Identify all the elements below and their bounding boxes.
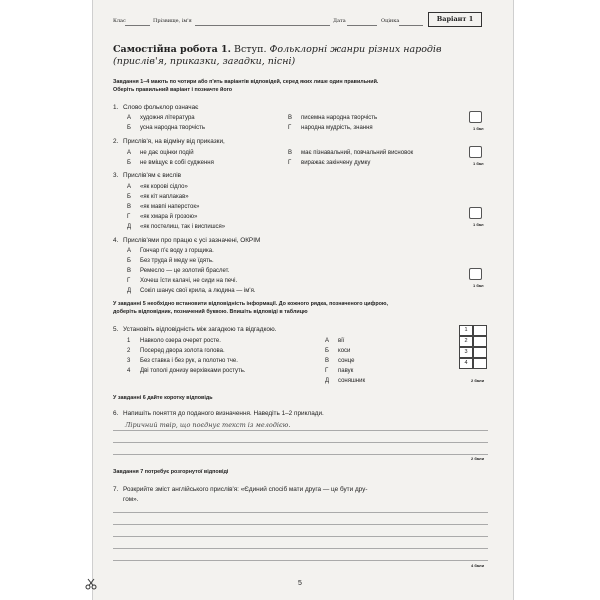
question-text: Прислів'я, на відміну від приказки, [123, 138, 225, 145]
option-text: Сокіл шанує свої крила, а людина — ім'я. [140, 288, 256, 294]
riddle-text: Дві тополі донизу верхівками ростуть. [140, 368, 246, 374]
option-letter: Б [127, 258, 131, 264]
q7-points: 4 бали [471, 563, 485, 568]
instruction-task-6: У завданні 6 дайте коротку відповідь [113, 395, 213, 401]
answer-line[interactable] [113, 548, 488, 549]
option-text: писемна народна творчість [301, 115, 378, 121]
option-text: Хочеш їсти калачі, не сиди на печі. [140, 278, 238, 284]
option-text: не вміщує в собі судження [140, 160, 214, 166]
option-letter: Д [127, 224, 132, 230]
match-box-3-number: 3 [459, 347, 473, 358]
question-number: 6. [113, 410, 119, 417]
option-text: Без труда й меду не їдять. [140, 258, 214, 264]
answer-a [325, 338, 344, 344]
answer-d [325, 368, 353, 374]
riddle-text: Посеред двора золота голова. [140, 348, 225, 354]
instruction-line: Оберіть правильний варіант і позначте його [113, 87, 233, 93]
match-box-1-answer[interactable] [473, 325, 487, 336]
answer-line[interactable] [113, 560, 488, 561]
scissors-icon [85, 578, 97, 590]
q1-points: 1 бал [473, 126, 484, 131]
grade-field[interactable] [399, 18, 423, 26]
q4-option-a[interactable] [127, 248, 214, 254]
q3-option-d[interactable] [127, 214, 197, 220]
instruction-line: Завдання 1–4 мають по чотири або п'ять варіантів відповідей, серед яких лише один правильний. [113, 79, 379, 85]
answer-c [325, 358, 354, 364]
option-text: «як корові сідло» [140, 184, 188, 190]
question-text: Слово фольклор означає [123, 104, 199, 111]
variant-badge: Варіант 1 [428, 12, 482, 27]
match-box-1-number: 1 [459, 325, 473, 336]
option-letter: Б [127, 194, 131, 200]
answer-e [325, 378, 365, 384]
match-box-2-number: 2 [459, 336, 473, 347]
question-number: 5. [113, 326, 119, 333]
riddle-text: Без ставка і без рук, а полотно тче. [140, 358, 238, 364]
option-letter: Г [127, 278, 131, 284]
answer-line[interactable] [113, 454, 488, 455]
question-4 [113, 237, 260, 244]
option-letter: Г [288, 125, 292, 131]
riddle-number: 2 [127, 348, 131, 354]
q2-option-a[interactable] [127, 150, 194, 156]
option-text: народна мудрість, знання [301, 125, 373, 131]
option-text: «як кіт наплакав» [140, 194, 189, 200]
match-box-4-number: 4 [459, 358, 473, 369]
q1-option-a[interactable] [127, 115, 195, 121]
q4-option-d[interactable] [127, 278, 237, 284]
topic-label: Вступ. [234, 44, 267, 55]
option-text: художня література [140, 115, 195, 121]
q3-option-a[interactable] [127, 184, 188, 190]
page-number: 5 [298, 580, 302, 587]
question-6 [113, 410, 324, 417]
option-text: виражає закінчену думку [301, 160, 371, 166]
question-number: 3. [113, 172, 119, 179]
instruction-line: У завданні 5 необхідно встановити відповідність інформації. До кожного рядка, позначеного цифрою, [113, 301, 389, 307]
answer-b [325, 348, 350, 354]
option-text: усна народна творчість [140, 125, 206, 131]
question-text: Прислів'ями про працю є усі зазначені, ОКРІМ [123, 237, 261, 244]
question-text: Напишіть поняття до поданого визначення. Наведіть 1–2 приклади. [123, 410, 324, 417]
option-text: Ремесло — це золотий браслет. [140, 268, 230, 274]
question-3 [113, 172, 181, 179]
work-title: Самостійна робота 1. [113, 44, 231, 55]
riddle-text: Навколо озера очерет росте. [140, 338, 221, 344]
question-number: 1. [113, 104, 119, 111]
option-letter: А [127, 115, 132, 121]
q4-answer-box[interactable] [469, 268, 482, 280]
option-text: Гончар п'є воду з горщика. [140, 248, 214, 254]
grade-label: Оцінка [381, 18, 400, 24]
option-text: має пізнавальний, повчальний висновок [301, 150, 414, 156]
question-text: Розкрийте зміст англійського прислів'я: «Єдиний спосіб мати друга — це бути дру- [123, 486, 368, 493]
q5-points: 2 бали [471, 378, 485, 383]
q1-option-d[interactable] [288, 125, 373, 131]
answer-line[interactable] [113, 430, 488, 431]
instruction-tasks-1-4 [113, 78, 493, 94]
answer-letter: Г [325, 368, 329, 374]
instruction-task-5 [113, 300, 493, 316]
q2-option-d[interactable] [288, 160, 370, 166]
option-letter: Б [127, 125, 131, 131]
option-letter: В [288, 150, 293, 156]
riddle-number: 1 [127, 338, 131, 344]
question-5 [113, 326, 276, 333]
answer-text: соняшник [338, 378, 366, 384]
q4-option-c[interactable] [127, 268, 229, 274]
option-letter: А [127, 248, 132, 254]
name-label: Прізвище, ім'я [153, 18, 192, 24]
question-text: Установіть відповідність між загадкою та відгадкою. [123, 326, 277, 333]
answer-letter: Б [325, 348, 329, 354]
answer-text: коси [338, 348, 351, 354]
riddle-2 [127, 348, 225, 354]
question-7-continuation: гом». [123, 496, 139, 503]
class-label: Клас [113, 18, 126, 24]
riddle-number: 4 [127, 368, 131, 374]
q4-points: 1 бал [473, 283, 484, 288]
q3-answer-box[interactable] [469, 207, 482, 219]
option-text: «як мавпі наперсток» [140, 204, 200, 210]
question-number: 4. [113, 237, 119, 244]
answer-text: павук [338, 368, 354, 374]
q2-answer-box[interactable] [469, 146, 482, 158]
q1-answer-box[interactable] [469, 111, 482, 123]
option-text: не дає оцінки подій [140, 150, 194, 156]
answer-text: вії [338, 338, 345, 344]
name-field[interactable] [195, 18, 330, 26]
class-field[interactable] [125, 18, 150, 26]
q1-option-c[interactable] [288, 115, 377, 121]
question-1 [113, 104, 198, 111]
answer-line[interactable] [113, 536, 488, 537]
q6-handwritten-answer: Ліричний твір, що поєднує текст із мелодією. [125, 421, 291, 429]
answer-text: сонце [338, 358, 355, 364]
option-letter: Г [288, 160, 292, 166]
worksheet-page [92, 0, 514, 600]
riddle-number: 3 [127, 358, 131, 364]
option-letter: В [127, 268, 132, 274]
question-number: 2. [113, 138, 119, 145]
q1-option-b[interactable] [127, 125, 205, 131]
date-field[interactable] [347, 18, 377, 26]
match-box-4-answer[interactable] [473, 358, 487, 369]
q4-option-e[interactable] [127, 288, 256, 294]
question-2 [113, 138, 225, 145]
question-7 [113, 486, 368, 493]
q3-option-b[interactable] [127, 194, 189, 200]
option-letter: В [288, 115, 293, 121]
answer-letter: Д [325, 378, 330, 384]
q2-option-b[interactable] [127, 160, 214, 166]
option-letter: Г [127, 214, 131, 220]
page-title [113, 44, 493, 68]
match-box-2-answer[interactable] [473, 336, 487, 347]
riddle-3 [127, 358, 238, 364]
q2-points: 1 бал [473, 161, 484, 166]
option-letter: А [127, 150, 132, 156]
option-text: «як постелиш, так і виспишся» [140, 224, 226, 230]
option-text: «як хмара й грозою» [140, 214, 198, 220]
question-text: Прислів'ям є вислів [123, 172, 182, 179]
riddle-1 [127, 338, 221, 344]
option-letter: В [127, 204, 132, 210]
q4-option-b[interactable] [127, 258, 214, 264]
answer-line[interactable] [113, 524, 488, 525]
option-letter: А [127, 184, 132, 190]
answer-letter: А [325, 338, 330, 344]
answer-line[interactable] [113, 512, 488, 513]
riddle-4 [127, 368, 246, 374]
q2-option-c[interactable] [288, 150, 413, 156]
answer-letter: В [325, 358, 330, 364]
instruction-task-7: Завдання 7 потребує розгорнутої відповіді [113, 469, 229, 475]
question-number: 7. [113, 486, 119, 493]
answer-line[interactable] [113, 442, 488, 443]
topic-text: Фольклорні жанри різних народів (прислів'я, приказки, загадки, пісні) [113, 44, 442, 67]
option-letter: Б [127, 160, 131, 166]
q3-option-e[interactable] [127, 224, 225, 230]
instruction-line: доберіть відповідник, позначений буквою. Впишіть відповіді в таблицю [113, 309, 308, 315]
date-label: Дата [333, 18, 346, 24]
q6-points: 2 бали [471, 456, 485, 461]
q3-option-c[interactable] [127, 204, 199, 210]
match-box-3-answer[interactable] [473, 347, 487, 358]
q3-points: 1 бал [473, 222, 484, 227]
option-letter: Д [127, 288, 132, 294]
